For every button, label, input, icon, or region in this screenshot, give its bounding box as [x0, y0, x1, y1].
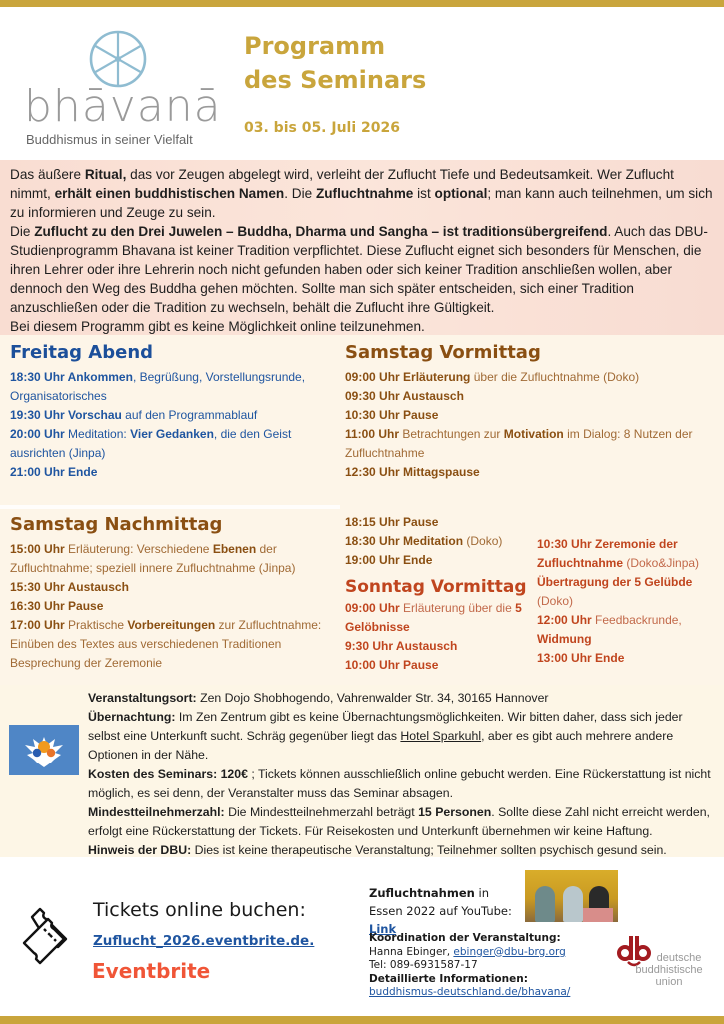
schedule-divider — [0, 505, 340, 509]
details-link[interactable]: buddhismus-deutschland.de/bhavana/ — [369, 986, 571, 998]
schedule-highlight: Widmung — [537, 632, 592, 646]
cost-line: Kosten des Seminars: 120€ ; Tickets können ausschließlich online gebucht werden. Eine Rückerstattung ist nicht möglich, es sei denn, der Veranstalter muss das Seminar absagen. — [88, 767, 711, 800]
schedule-highlight: Pause — [399, 515, 439, 529]
schedule-item: 11:00 Uhr Betrachtungen zur Motivation im Dialog: 8 Nutzen der Zufluchtnahme — [345, 427, 693, 460]
schedule-time: 21:00 Uhr — [10, 465, 65, 479]
hotel-sparkuhl-link[interactable]: Hotel Sparkuhl — [400, 729, 482, 743]
schedule-time: 18:15 Uhr — [345, 515, 400, 529]
schedule-time: 17:00 Uhr — [10, 618, 65, 632]
day-saturday-evening — [345, 513, 525, 570]
schedule-item: 20:00 Uhr Meditation: Vier Gedanken, die den Geist ausrichten (Jinpa) — [10, 427, 292, 460]
eventbrite-logo: Eventbrite — [92, 959, 211, 983]
bhavana-logo — [24, 23, 222, 153]
page-title — [244, 29, 426, 97]
schedule-highlight: Zeremonie der Zufluchtnahme — [537, 537, 678, 570]
day-title: Sonntag Vormittag — [345, 577, 527, 597]
ticket-icon — [16, 903, 82, 969]
eventbrite-link[interactable]: Zuflucht_2026.eventbrite.de. — [93, 933, 315, 949]
schedule-time: 19:30 Uhr — [10, 408, 65, 422]
schedule-highlight: Pause — [399, 658, 439, 672]
lotus-logo — [9, 725, 79, 775]
schedule-highlight: Motivation — [503, 427, 564, 441]
schedule-time: 15:00 Uhr — [10, 542, 65, 556]
schedule-item — [345, 406, 715, 425]
schedule-item — [10, 578, 335, 597]
schedule-item: 15:00 Uhr Erläuterung: Verschiedene Ebenen der Zufluchtnahme; speziell innere Zufluchtnahme (Jinpa) — [10, 542, 296, 575]
schedule-item: 09:00 Uhr Erläuterung über die 5 Gelöbnisse — [345, 601, 522, 634]
min-participants-line: Mindestteilnehmerzahl: Die Mindestteilnehmerzahl beträgt 15 Personen. Sollte diese Zahl nicht erreicht werden, erfolgt eine Rückerstattung der Tickets. Für Reisekosten und Unterkunft übernehmen wir keine Haftung. — [88, 805, 710, 838]
schedule-item — [345, 463, 715, 482]
schedule-highlight: Vier Gedanken — [130, 427, 214, 441]
header — [0, 7, 724, 157]
day-sunday-morning-continued — [537, 535, 719, 668]
schedule-highlight: Ende — [64, 465, 98, 479]
schedule-time: 11:00 Uhr — [345, 427, 400, 441]
schedule-time: 15:30 Uhr — [10, 580, 65, 594]
schedule-time: 09:30 Uhr — [345, 389, 400, 403]
schedule-highlight: 5 Gelöbnisse — [345, 601, 522, 634]
info-text — [88, 689, 718, 860]
schedule-highlight: Austausch — [393, 639, 458, 653]
schedule-item: 09:00 Uhr Erläuterung über die Zufluchtnahme (Doko) — [345, 370, 640, 384]
intro-section — [0, 160, 724, 335]
schedule-highlight: Vorbereitungen — [127, 618, 216, 632]
schedule-highlight: Ende — [399, 553, 433, 567]
email-link[interactable]: ebinger@dbu-brg.org — [453, 945, 566, 958]
day-friday-evening — [10, 341, 335, 482]
schedule-item — [537, 649, 719, 668]
dbu-logo — [608, 934, 718, 1004]
schedule-time: 12:00 Uhr — [537, 613, 592, 627]
schedule-time: 9:30 Uhr — [345, 639, 394, 653]
schedule-time: 10:30 Uhr — [345, 408, 400, 422]
tickets-heading: Tickets online buchen: — [93, 899, 306, 921]
day-sunday-morning — [345, 575, 530, 675]
schedule-highlight: Pause — [64, 599, 104, 613]
schedule-highlight: Ankommen — [64, 370, 133, 384]
youtube-link[interactable]: Link — [369, 922, 397, 936]
schedule-time: 18:30 Uhr — [10, 370, 65, 384]
contact-block: Koordination der Veranstaltung: Hanna Ebinger, ebinger@dbu-brg.org Tel: 089-6931587-17 Detaillierte Informationen: buddhismus-deutschland.de/bhavana/ — [369, 932, 571, 998]
day-title: Samstag Nachmittag — [10, 514, 223, 535]
schedule-item — [10, 463, 335, 482]
schedule-time: 10:00 Uhr — [345, 658, 400, 672]
footer — [0, 857, 724, 1016]
intro-paragraph-2: Die Zuflucht zu den Drei Juwelen – Buddha, Dharma und Sangha – ist traditionsübergreifend. Auch das DBU-Studienprogramm Bhavana ist keiner Tradition verpflichtet. Diese Zuflucht eignet sich besonders für Menschen, die ihren Lehrer oder ihre Lehrerin noch nicht gefunden haben oder sich keiner Tradition anschließen wollen, aber dennoch den Weg des Buddha gehen möchten. Sollte man sich später entscheiden, sich einer Tradition anzuschließen oder die Tradition zu wechseln, behält die Zuflucht ihre Gültigkeit. — [10, 224, 708, 315]
title-line-1: Programm — [244, 32, 386, 60]
schedule-highlight: Mittagspause — [399, 465, 480, 479]
phone-number: Tel: 089-6931587-17 — [369, 959, 478, 971]
logo-wordmark: bhāvanā — [24, 81, 222, 132]
day-title: Samstag Vormittag — [345, 342, 541, 363]
lotus-icon — [9, 725, 79, 775]
schedule-time: 19:00 Uhr — [345, 553, 400, 567]
schedule-item: 18:30 Uhr Meditation (Doko) — [345, 534, 503, 548]
day-saturday-morning — [345, 341, 715, 482]
event-date: 03. bis 05. Juli 2026 — [244, 120, 400, 136]
group-photo — [525, 870, 618, 922]
top-gold-bar — [0, 0, 724, 7]
schedule-highlight: Ende — [591, 651, 625, 665]
schedule-item — [345, 513, 525, 532]
intro-paragraph-1: Das äußere Ritual, das vor Zeugen abgelegt wird, verleiht der Zuflucht Tiefe und Bedeutsamkeit. Wer Zuflucht nimmt, erhält einen buddhistischen Namen. Die Zufluchtnahme ist optional; man kann auch teilnehmen, um sich zu informieren und Zeuge zu sein. — [10, 167, 713, 220]
day-title: Freitag Abend — [10, 342, 154, 363]
schedule-highlight: Ebenen — [212, 542, 257, 556]
bottom-gold-bar — [0, 1016, 724, 1024]
dbu-note-line: Hinweis der DBU: Dies ist keine therapeutische Veranstaltung; Teilnehmer sollten psychisch gesund sein. — [88, 843, 667, 857]
schedule-item: 10:30 Uhr Zeremonie der Zufluchtnahme (Doko&Jinpa) — [537, 537, 700, 570]
schedule-highlight: Vorschau — [64, 408, 122, 422]
schedule-time: 09:00 Uhr — [345, 370, 400, 384]
schedule-item — [345, 656, 530, 675]
logo-tagline: Buddhismus in seiner Vielfalt — [26, 132, 193, 147]
details-label: Detaillierte Informationen: — [369, 972, 528, 985]
schedule-item — [345, 551, 525, 570]
schedule-item: Übertragung der 5 Gelübde (Doko) — [537, 575, 693, 608]
venue-line: Veranstaltungsort: Zen Dojo Shobhogendo, Vahrenwalder Str. 34, 30165 Hannover — [88, 691, 549, 705]
schedule-time: 09:00 Uhr — [345, 601, 400, 615]
schedule-highlight: Übertragung der 5 Gelübde — [537, 575, 693, 589]
title-line-2: des Seminars — [244, 66, 427, 94]
schedule-item — [345, 387, 715, 406]
schedule-time: 18:30 Uhr — [345, 534, 400, 548]
schedule-highlight: Erläuterung — [399, 370, 471, 384]
schedule-section — [0, 335, 724, 685]
day-saturday-afternoon — [10, 513, 335, 673]
schedule-item — [345, 637, 530, 656]
dbu-wordmark: deutsche buddhistische union — [635, 952, 703, 988]
schedule-item: 19:30 Uhr Vorschau auf den Programmablauf — [10, 408, 258, 422]
schedule-time: 10:30 Uhr — [537, 537, 592, 551]
schedule-highlight: Meditation — [399, 534, 464, 548]
schedule-highlight: Austausch — [64, 580, 129, 594]
info-section — [0, 685, 724, 857]
schedule-highlight: Pause — [399, 408, 439, 422]
schedule-time: 20:00 Uhr — [10, 427, 65, 441]
coordination-label: Koordination der Veranstaltung: — [369, 932, 561, 944]
schedule-highlight: Austausch — [399, 389, 464, 403]
youtube-note: Zufluchtnahmen in Essen 2022 auf YouTube: Link — [369, 886, 512, 936]
schedule-time: 13:00 Uhr — [537, 651, 592, 665]
schedule-item: 12:00 Uhr Feedbackrunde, Widmung — [537, 613, 682, 646]
schedule-item — [10, 597, 335, 616]
schedule-item: 18:30 Uhr Ankommen, Begrüßung, Vorstellungsrunde, Organisatorisches — [10, 370, 306, 403]
schedule-item: 17:00 Uhr Praktische Vorbereitungen zur Zufluchtnahme: Einüben des Textes aus verschiedenen Traditionen Besprechung der Zeremonie — [10, 618, 322, 670]
schedule-time: 16:30 Uhr — [10, 599, 65, 613]
schedule-time: 12:30 Uhr — [345, 465, 400, 479]
intro-paragraph-3: Bei diesem Programm gibt es keine Möglichkeit online teilzunehmen. — [10, 319, 425, 334]
accommodation-line: Übernachtung: Im Zen Zentrum gibt es keine Übernachtungsmöglichkeiten. Wir bitten daher, dass sich jeder selbst eine Unterkunft sucht. Schräg gegenüber liegt das Hotel Sparkuhl, aber es gibt auch mehrere andere Optionen in der Nähe. — [88, 710, 683, 762]
